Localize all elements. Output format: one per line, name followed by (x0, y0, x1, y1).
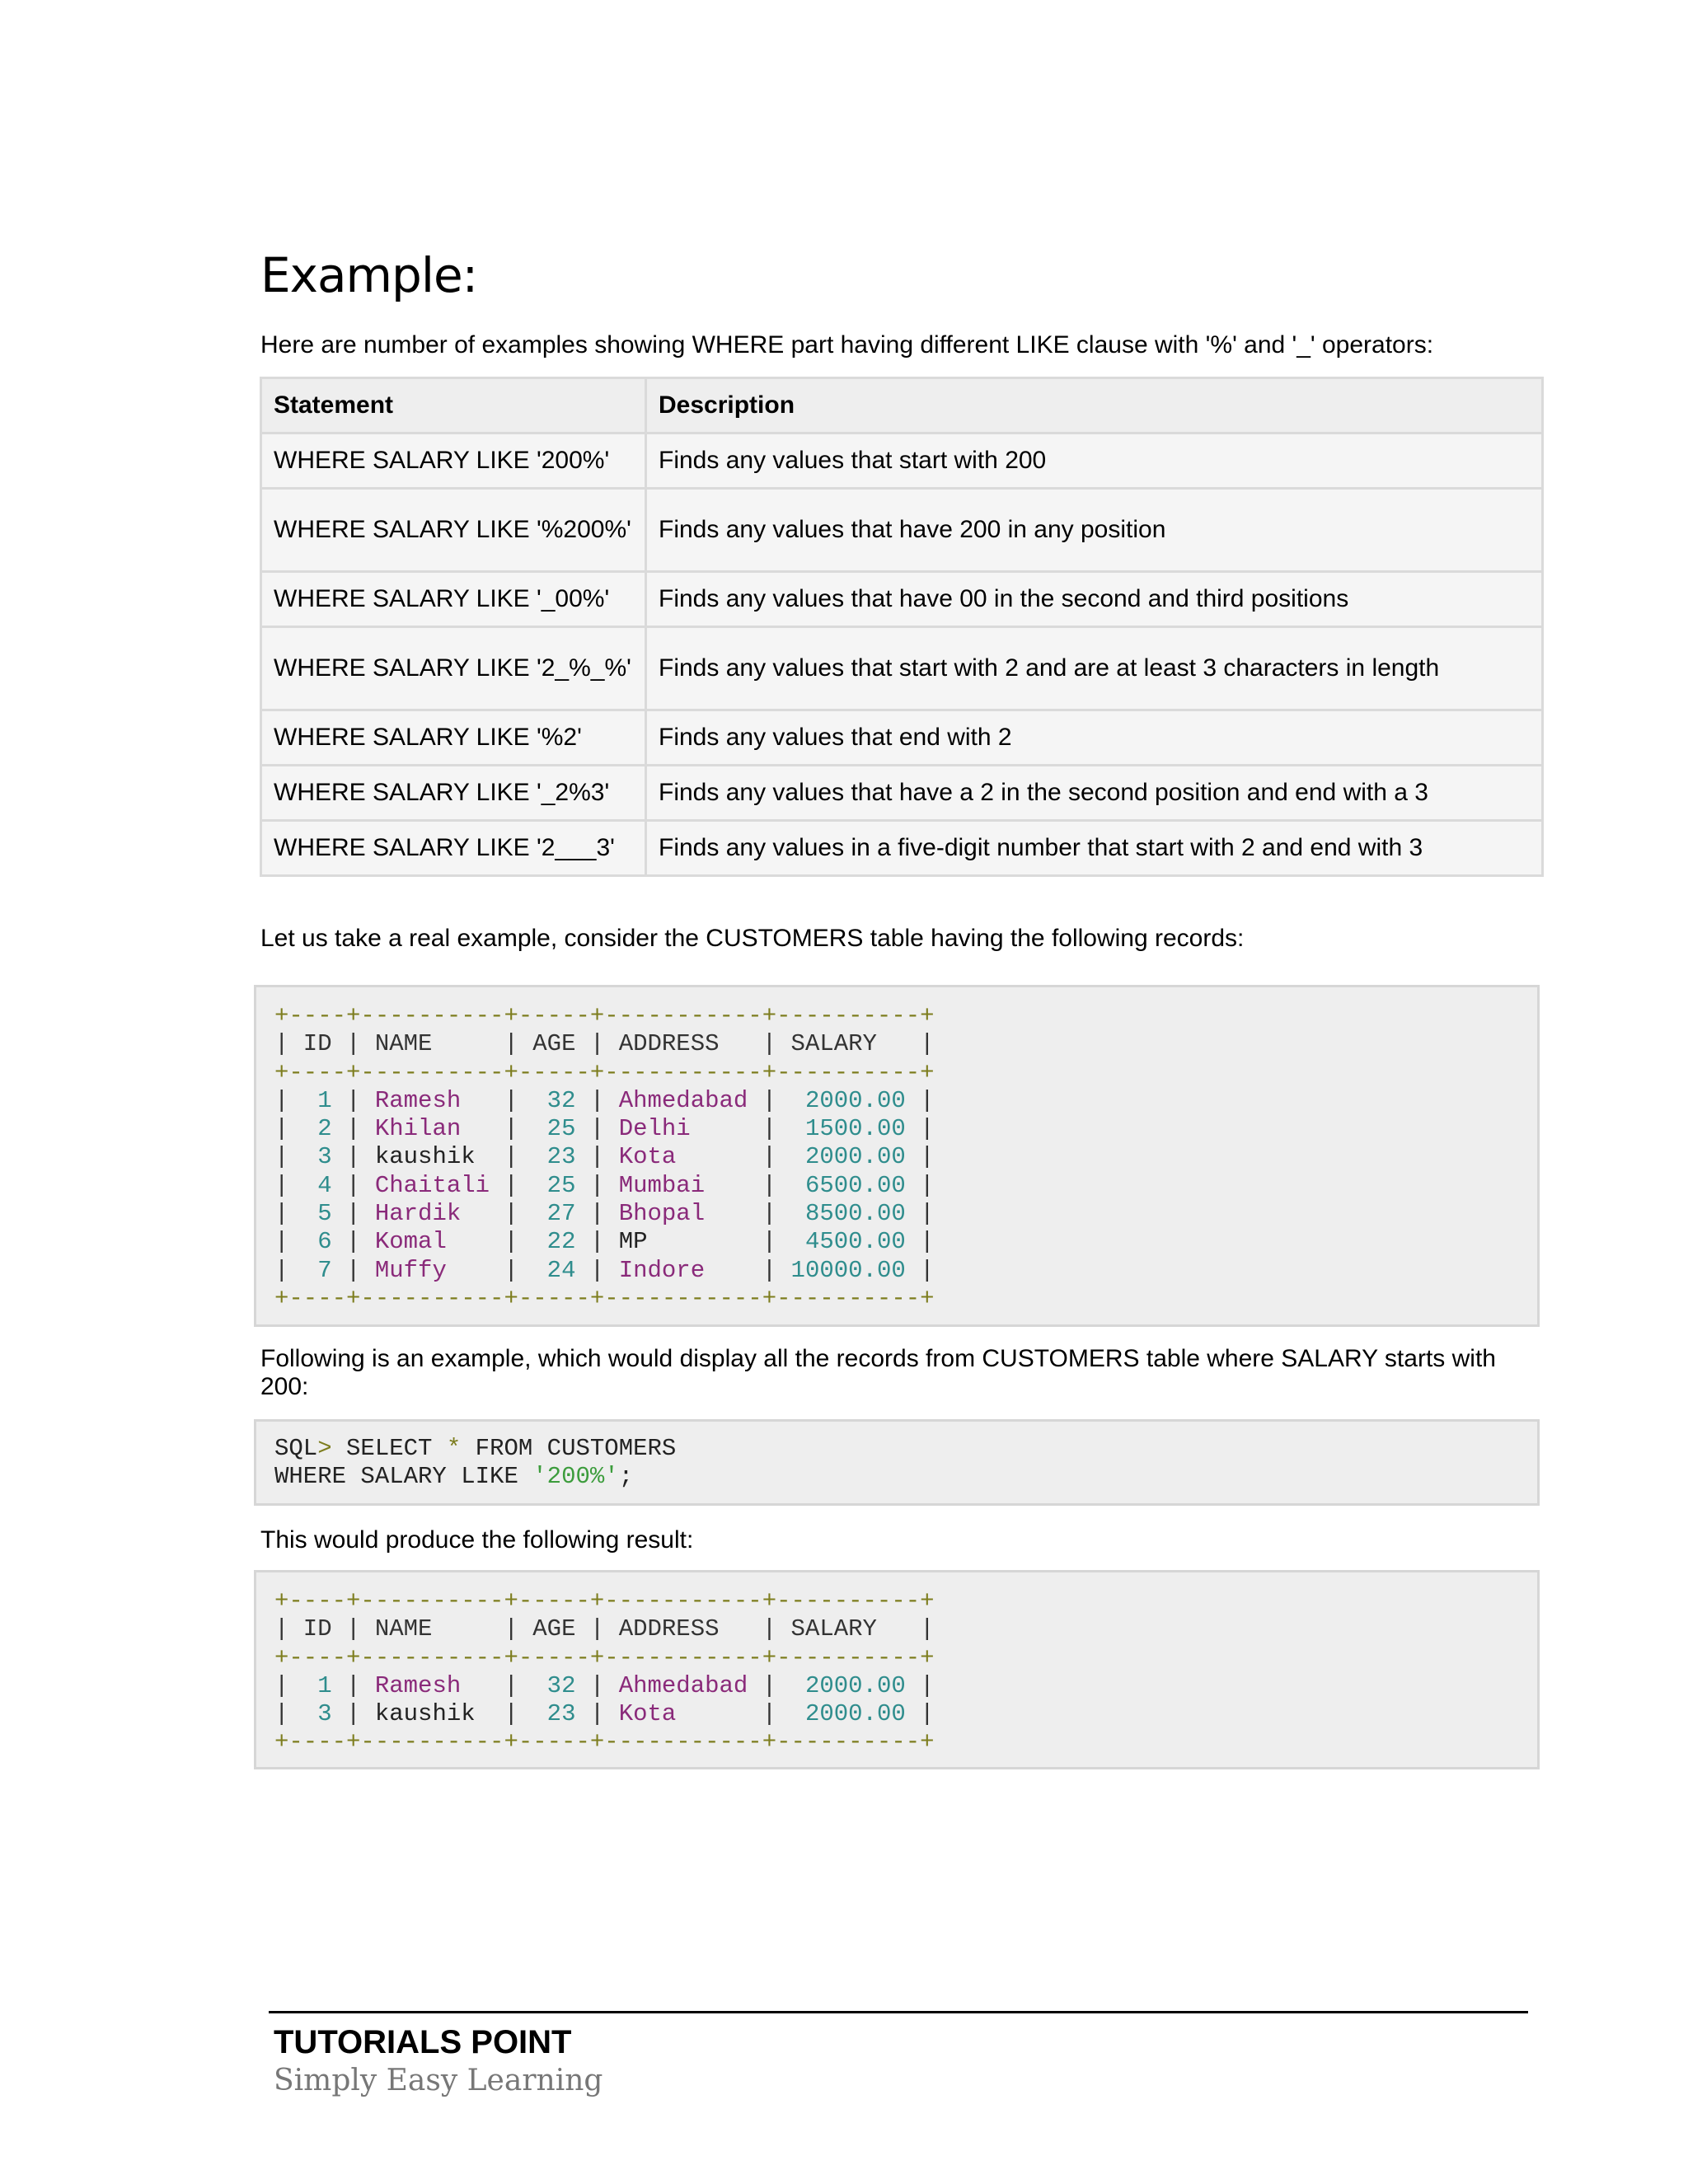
description-cell: Finds any values that have a 2 in the second position and end with a 3 (646, 766, 1543, 821)
ascii-cell-address: Delhi (604, 1115, 762, 1143)
statement-cell: WHERE SALARY LIKE '%2' (261, 710, 646, 766)
customers-table-code-block (254, 985, 1540, 1327)
real-example-paragraph: Let us take a real example, consider the CUSTOMERS table having the following records: (260, 925, 1245, 952)
ascii-cell-age: 22 (518, 1228, 590, 1256)
footer-divider (269, 2011, 1528, 2013)
column-header-statement: Statement (261, 378, 646, 434)
description-cell: Finds any values in a five-digit number that start with 2 and end with 3 (646, 821, 1543, 876)
intro-paragraph: Here are number of examples showing WHERE part having different LIKE clause with '%' and '_' operators: (260, 331, 1434, 359)
ascii-cell-age: 32 (518, 1086, 590, 1114)
ascii-cell-salary: 2000.00 (776, 1086, 921, 1114)
ascii-cell-name: Khilan (360, 1115, 504, 1143)
ascii-header-cell: NAME (360, 1615, 504, 1643)
sql-query: SQL> SELECT * FROM CUSTOMERS WHERE SALARY LIKE '200%'; (274, 1435, 677, 1491)
ascii-cell-id: 2 (288, 1115, 347, 1143)
statement-cell: WHERE SALARY LIKE '2___3' (261, 821, 646, 876)
statement-cell: WHERE SALARY LIKE '%200%' (261, 489, 646, 572)
ascii-header-cell: SALARY (776, 1615, 921, 1643)
ascii-cell-age: 25 (518, 1171, 590, 1199)
ascii-header-cell: ID (288, 1615, 347, 1643)
like-examples-table (260, 377, 1544, 877)
ascii-cell-age: 32 (518, 1671, 590, 1699)
ascii-cell-id: 1 (288, 1671, 347, 1699)
statement-cell: WHERE SALARY LIKE '2_%_%' (261, 627, 646, 710)
table-row (261, 489, 1543, 572)
ascii-cell-id: 5 (288, 1200, 347, 1228)
ascii-header-cell: NAME (360, 1030, 504, 1058)
ascii-cell-age: 24 (518, 1256, 590, 1284)
ascii-cell-salary: 1500.00 (776, 1115, 921, 1143)
ascii-cell-id: 4 (288, 1171, 347, 1199)
sql-code-block (254, 1419, 1540, 1506)
ascii-header-cell: SALARY (776, 1030, 921, 1058)
ascii-cell-name: Chaitali (360, 1171, 504, 1199)
table-row (261, 766, 1543, 821)
ascii-cell-age: 23 (518, 1143, 590, 1171)
ascii-cell-address: Kota (604, 1700, 762, 1728)
ascii-cell-id: 1 (288, 1086, 347, 1114)
ascii-cell-name: Ramesh (360, 1086, 504, 1114)
ascii-cell-name: kaushik (360, 1143, 504, 1171)
column-header-description: Description (646, 378, 1543, 434)
description-cell: Finds any values that start with 2 and are at least 3 characters in length (646, 627, 1543, 710)
section-heading: Example: (260, 247, 478, 303)
ascii-cell-address: Ahmedabad (604, 1671, 762, 1699)
ascii-cell-id: 3 (288, 1700, 347, 1728)
customers-ascii-table: +----+----------+-----+-----------+----------+ | ID | NAME | AGE | ADDRESS | SALARY | +----+----------+-----+-----------+----------+ | 1 | Ramesh | 32 | Ahmedabad | 2000.00 | | 2 | Khilan | 25 | Delhi | 1500.00 | | 3 | kaushik | 23 | Kota | 2000.00 | | 4 | Chaitali | 25 | Mumbai | 6500.00 | | 5 | Hardik | 27 | Bhopal | 8500.00 | | 6 | Komal | 22 | MP | 4500.00 | | 7 | Muffy | 24 | Indore | 10000.00 | +----+----------+-----+-----------+----------+ (274, 1002, 935, 1312)
table-header-row (261, 378, 1543, 434)
ascii-cell-id: 6 (288, 1228, 347, 1256)
ascii-cell-salary: 4500.00 (776, 1228, 921, 1256)
ascii-cell-name: Komal (360, 1228, 504, 1256)
ascii-cell-address: MP (604, 1228, 762, 1256)
table-row (261, 627, 1543, 710)
footer-tagline: Simply Easy Learning (274, 2064, 603, 2097)
ascii-cell-name: Ramesh (360, 1671, 504, 1699)
table-row (261, 572, 1543, 627)
ascii-cell-id: 3 (288, 1143, 347, 1171)
following-paragraph: Following is an example, which would display all the records from CUSTOMERS table where SALARY starts with 200: (260, 1345, 1496, 1400)
description-cell: Finds any values that have 200 in any position (646, 489, 1543, 572)
statement-cell: WHERE SALARY LIKE '_00%' (261, 572, 646, 627)
ascii-header-cell: ADDRESS (604, 1615, 762, 1643)
sql-prompt: SQL (274, 1435, 318, 1462)
ascii-cell-address: Bhopal (604, 1200, 762, 1228)
ascii-cell-address: Kota (604, 1143, 762, 1171)
ascii-cell-id: 7 (288, 1256, 347, 1284)
statement-cell: WHERE SALARY LIKE '200%' (261, 434, 646, 489)
ascii-cell-name: Hardik (360, 1200, 504, 1228)
result-ascii-table: +----+----------+-----+-----------+----------+ | ID | NAME | AGE | ADDRESS | SALARY | +----+----------+-----+-----------+----------+ | 1 | Ramesh | 32 | Ahmedabad | 2000.00 | | 3 | kaushik | 23 | Kota | 2000.00 | +----+----------+-----+-----------+----------+ (274, 1587, 935, 1756)
ascii-cell-salary: 8500.00 (776, 1200, 921, 1228)
ascii-cell-address: Indore (604, 1256, 762, 1284)
table-row (261, 434, 1543, 489)
ascii-cell-address: Ahmedabad (604, 1086, 762, 1114)
ascii-header-cell: AGE (518, 1030, 590, 1058)
ascii-header-cell: ADDRESS (604, 1030, 762, 1058)
table-row (261, 821, 1543, 876)
ascii-cell-address: Mumbai (604, 1171, 762, 1199)
ascii-header-cell: AGE (518, 1615, 590, 1643)
ascii-cell-age: 23 (518, 1700, 590, 1728)
ascii-cell-name: kaushik (360, 1700, 504, 1728)
produce-paragraph: This would produce the following result: (260, 1526, 694, 1554)
ascii-cell-age: 27 (518, 1200, 590, 1228)
description-cell: Finds any values that have 00 in the second and third positions (646, 572, 1543, 627)
ascii-cell-salary: 2000.00 (776, 1143, 921, 1171)
ascii-cell-salary: 6500.00 (776, 1171, 921, 1199)
footer-brand: TUTORIALS POINT (274, 2024, 572, 2060)
ascii-cell-name: Muffy (360, 1256, 504, 1284)
description-cell: Finds any values that end with 2 (646, 710, 1543, 766)
ascii-header-cell: ID (288, 1030, 347, 1058)
ascii-cell-salary: 2000.00 (776, 1700, 921, 1728)
ascii-cell-age: 25 (518, 1115, 590, 1143)
table-row (261, 710, 1543, 766)
statement-cell: WHERE SALARY LIKE '_2%3' (261, 766, 646, 821)
description-cell: Finds any values that start with 200 (646, 434, 1543, 489)
ascii-cell-salary: 2000.00 (776, 1671, 921, 1699)
result-table-code-block (254, 1570, 1540, 1769)
ascii-cell-salary: 10000.00 (776, 1256, 921, 1284)
sql-prompt-caret: > (317, 1435, 332, 1462)
